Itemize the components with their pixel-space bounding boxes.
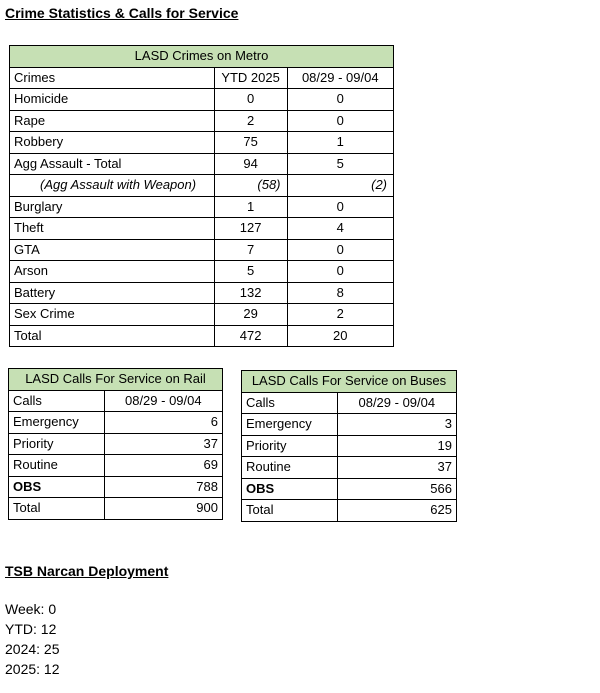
table-row xyxy=(10,325,394,347)
row-label: GTA xyxy=(10,239,215,261)
row-label: Routine xyxy=(242,457,338,479)
table-row xyxy=(10,175,394,197)
week-value: 0 xyxy=(287,89,393,111)
ytd-value: 7 xyxy=(214,239,287,261)
week-value: 4 xyxy=(287,218,393,240)
ytd-value: 2 xyxy=(214,110,287,132)
table-row xyxy=(10,282,394,304)
row-value: 6 xyxy=(104,412,222,434)
ytd-value: 132 xyxy=(214,282,287,304)
row-label: Emergency xyxy=(242,414,338,436)
narcan-2024: 2024: 25 xyxy=(5,641,60,657)
week-value: 0 xyxy=(287,261,393,283)
ytd-value: 75 xyxy=(214,132,287,154)
row-label: Battery xyxy=(10,282,215,304)
bus-calls-table xyxy=(241,370,457,522)
table-row xyxy=(10,132,394,154)
row-label: Agg Assault - Total xyxy=(10,153,215,175)
row-label: Homicide xyxy=(10,89,215,111)
table-header-row xyxy=(242,392,457,414)
row-value: 37 xyxy=(337,457,456,479)
row-label: Total xyxy=(9,498,105,520)
row-label: Rape xyxy=(10,110,215,132)
column-header: Calls xyxy=(9,390,105,412)
rail-table-header: LASD Calls For Service on Rail xyxy=(9,369,223,391)
row-label: Arson xyxy=(10,261,215,283)
table-row xyxy=(242,478,457,500)
table-row xyxy=(242,435,457,457)
table-header-row xyxy=(10,67,394,89)
week-value: 20 xyxy=(287,325,393,347)
row-label: Emergency xyxy=(9,412,105,434)
narcan-ytd: YTD: 12 xyxy=(5,621,57,637)
column-header: 08/29 - 09/04 xyxy=(337,392,456,414)
table-row xyxy=(9,455,223,477)
table-row xyxy=(9,498,223,520)
row-label: OBS xyxy=(242,478,338,500)
table-row xyxy=(10,304,394,326)
row-label: Routine xyxy=(9,455,105,477)
week-value: 0 xyxy=(287,196,393,218)
row-label: Theft xyxy=(10,218,215,240)
column-header: Crimes xyxy=(10,67,215,89)
row-label: Robbery xyxy=(10,132,215,154)
row-label: Priority xyxy=(242,435,338,457)
row-value: 566 xyxy=(337,478,456,500)
ytd-value: 472 xyxy=(214,325,287,347)
week-value: 2 xyxy=(287,304,393,326)
week-value: 1 xyxy=(287,132,393,154)
row-label: Priority xyxy=(9,433,105,455)
table-row xyxy=(242,414,457,436)
row-value: 900 xyxy=(104,498,222,520)
table-row xyxy=(10,153,394,175)
row-value: 19 xyxy=(337,435,456,457)
ytd-value: 0 xyxy=(214,89,287,111)
narcan-2025: 2025: 12 xyxy=(5,661,60,677)
row-value: 788 xyxy=(104,476,222,498)
week-value: 0 xyxy=(287,110,393,132)
rail-calls-table xyxy=(8,368,223,520)
column-header: YTD 2025 xyxy=(214,67,287,89)
row-label: Total xyxy=(10,325,215,347)
week-value: 0 xyxy=(287,239,393,261)
row-value: 3 xyxy=(337,414,456,436)
table-row xyxy=(10,261,394,283)
row-label: Burglary xyxy=(10,196,215,218)
table-row xyxy=(10,196,394,218)
crimes-table xyxy=(9,45,394,347)
table-row xyxy=(10,89,394,111)
row-label: OBS xyxy=(9,476,105,498)
row-value: 625 xyxy=(337,500,456,522)
table-row xyxy=(9,412,223,434)
row-value: 69 xyxy=(104,455,222,477)
table-row xyxy=(9,476,223,498)
column-header: 08/29 - 09/04 xyxy=(287,67,393,89)
row-label: (Agg Assault with Weapon) xyxy=(10,175,215,197)
table-header-row xyxy=(9,390,223,412)
row-label: Sex Crime xyxy=(10,304,215,326)
ytd-value: 94 xyxy=(214,153,287,175)
table-row xyxy=(9,433,223,455)
table-row xyxy=(10,239,394,261)
table-row xyxy=(242,457,457,479)
ytd-value: 5 xyxy=(214,261,287,283)
bus-table-header: LASD Calls For Service on Buses xyxy=(242,371,457,393)
crimes-table-header: LASD Crimes on Metro xyxy=(10,46,394,68)
week-value: (2) xyxy=(287,175,393,197)
table-row xyxy=(10,110,394,132)
column-header: 08/29 - 09/04 xyxy=(104,390,222,412)
narcan-title: TSB Narcan Deployment xyxy=(5,563,169,579)
column-header: Calls xyxy=(242,392,338,414)
week-value: 5 xyxy=(287,153,393,175)
page-title: Crime Statistics & Calls for Service xyxy=(5,5,239,21)
narcan-week: Week: 0 xyxy=(5,601,57,617)
ytd-value: 1 xyxy=(214,196,287,218)
week-value: 8 xyxy=(287,282,393,304)
ytd-value: 29 xyxy=(214,304,287,326)
row-value: 37 xyxy=(104,433,222,455)
ytd-value: (58) xyxy=(214,175,287,197)
table-row xyxy=(10,218,394,240)
table-row xyxy=(242,500,457,522)
row-label: Total xyxy=(242,500,338,522)
ytd-value: 127 xyxy=(214,218,287,240)
